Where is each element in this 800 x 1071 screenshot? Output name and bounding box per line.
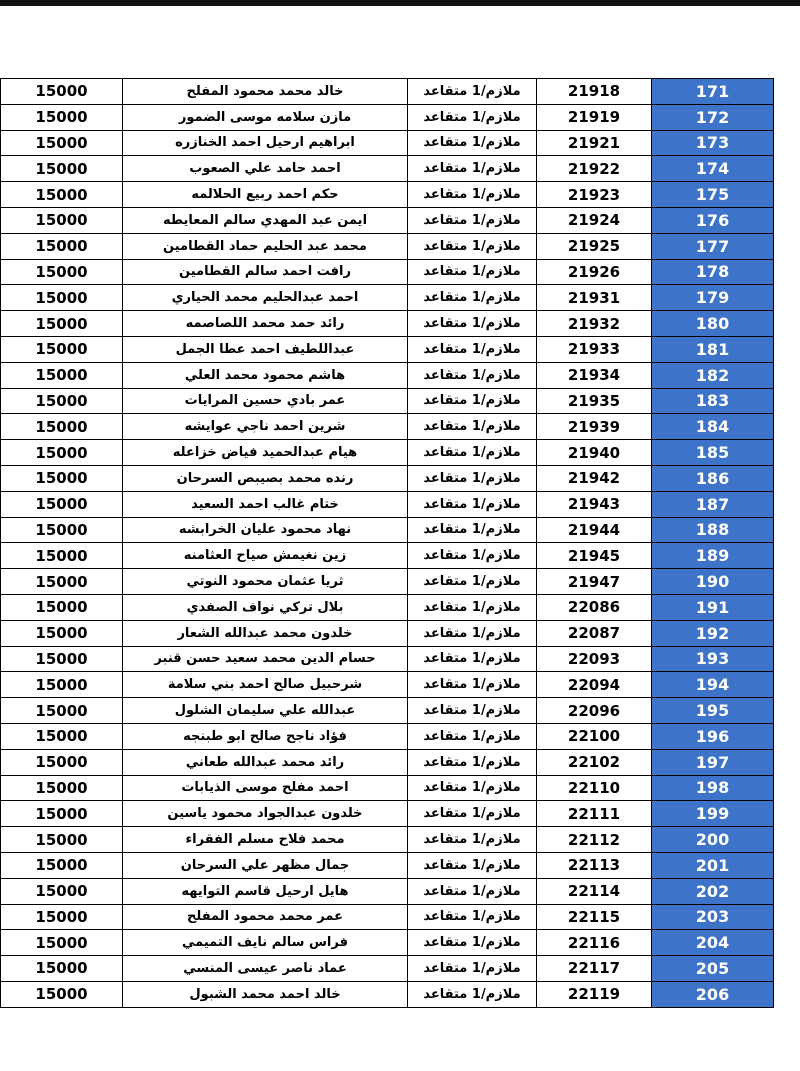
roster-table: [0, 78, 774, 1008]
amount-cell: 15000: [1, 620, 123, 646]
id-number-cell: 22119: [537, 981, 652, 1007]
id-number-cell: 22110: [537, 775, 652, 801]
id-number-cell: 21926: [537, 259, 652, 285]
rank-cell: ملازم/1 متقاعد: [408, 311, 537, 337]
sequence-number-cell: 181: [652, 336, 774, 362]
amount-cell: 15000: [1, 852, 123, 878]
sequence-number-cell: 189: [652, 543, 774, 569]
name-cell: زين نغيمش صياح العثامنه: [123, 543, 408, 569]
sequence-number-cell: 191: [652, 594, 774, 620]
table-row: [1, 698, 774, 724]
table-row: [1, 414, 774, 440]
sequence-number-cell: 201: [652, 852, 774, 878]
amount-cell: 15000: [1, 904, 123, 930]
table-row: [1, 491, 774, 517]
amount-cell: 15000: [1, 749, 123, 775]
rank-cell: ملازم/1 متقاعد: [408, 543, 537, 569]
rank-cell: ملازم/1 متقاعد: [408, 930, 537, 956]
amount-cell: 15000: [1, 981, 123, 1007]
sequence-number-cell: 183: [652, 388, 774, 414]
table-row: [1, 182, 774, 208]
amount-cell: 15000: [1, 388, 123, 414]
amount-cell: 15000: [1, 491, 123, 517]
id-number-cell: 21939: [537, 414, 652, 440]
sequence-number-cell: 178: [652, 259, 774, 285]
amount-cell: 15000: [1, 79, 123, 105]
id-number-cell: 21932: [537, 311, 652, 337]
amount-cell: 15000: [1, 517, 123, 543]
name-cell: احمد حامد علي الصعوب: [123, 156, 408, 182]
amount-cell: 15000: [1, 956, 123, 982]
id-number-cell: 21943: [537, 491, 652, 517]
sequence-number-cell: 194: [652, 672, 774, 698]
sequence-number-cell: 203: [652, 904, 774, 930]
sequence-number-cell: 174: [652, 156, 774, 182]
name-cell: خالد محمد محمود المفلح: [123, 79, 408, 105]
amount-cell: 15000: [1, 207, 123, 233]
rank-cell: ملازم/1 متقاعد: [408, 156, 537, 182]
id-number-cell: 22116: [537, 930, 652, 956]
sequence-number-cell: 182: [652, 362, 774, 388]
amount-cell: 15000: [1, 311, 123, 337]
rank-cell: ملازم/1 متقاعد: [408, 414, 537, 440]
rank-cell: ملازم/1 متقاعد: [408, 362, 537, 388]
id-number-cell: 21945: [537, 543, 652, 569]
name-cell: عبداللطيف احمد عطا الجمل: [123, 336, 408, 362]
amount-cell: 15000: [1, 130, 123, 156]
id-number-cell: 21918: [537, 79, 652, 105]
rank-cell: ملازم/1 متقاعد: [408, 749, 537, 775]
amount-cell: 15000: [1, 543, 123, 569]
table-row: [1, 336, 774, 362]
id-number-cell: 22087: [537, 620, 652, 646]
rank-cell: ملازم/1 متقاعد: [408, 79, 537, 105]
table-row: [1, 311, 774, 337]
rank-cell: ملازم/1 متقاعد: [408, 491, 537, 517]
rank-cell: ملازم/1 متقاعد: [408, 285, 537, 311]
table-row: [1, 749, 774, 775]
rank-cell: ملازم/1 متقاعد: [408, 852, 537, 878]
amount-cell: 15000: [1, 594, 123, 620]
rank-cell: ملازم/1 متقاعد: [408, 723, 537, 749]
id-number-cell: 21947: [537, 569, 652, 595]
rank-cell: ملازم/1 متقاعد: [408, 878, 537, 904]
sequence-number-cell: 172: [652, 104, 774, 130]
name-cell: خالد احمد محمد الشبول: [123, 981, 408, 1007]
name-cell: نهاد محمود عليان الخرابشه: [123, 517, 408, 543]
table-row: [1, 620, 774, 646]
name-cell: فؤاد ناجح صالح ابو طبنجه: [123, 723, 408, 749]
name-cell: خلدون عبدالجواد محمود ياسين: [123, 801, 408, 827]
table-row: [1, 569, 774, 595]
table-row: [1, 543, 774, 569]
name-cell: شرين احمد ناجي عوايشه: [123, 414, 408, 440]
rank-cell: ملازم/1 متقاعد: [408, 207, 537, 233]
rank-cell: ملازم/1 متقاعد: [408, 646, 537, 672]
amount-cell: 15000: [1, 646, 123, 672]
name-cell: رنده محمد بصيبص السرحان: [123, 465, 408, 491]
sequence-number-cell: 196: [652, 723, 774, 749]
id-number-cell: 22096: [537, 698, 652, 724]
sequence-number-cell: 200: [652, 827, 774, 853]
name-cell: ايمن عبد المهدي سالم المعايطه: [123, 207, 408, 233]
rank-cell: ملازم/1 متقاعد: [408, 672, 537, 698]
table-row: [1, 156, 774, 182]
name-cell: خلدون محمد عبدالله الشعار: [123, 620, 408, 646]
sequence-number-cell: 202: [652, 878, 774, 904]
rank-cell: ملازم/1 متقاعد: [408, 569, 537, 595]
amount-cell: 15000: [1, 465, 123, 491]
sequence-number-cell: 180: [652, 311, 774, 337]
sequence-number-cell: 192: [652, 620, 774, 646]
id-number-cell: 21944: [537, 517, 652, 543]
id-number-cell: 21934: [537, 362, 652, 388]
table-row: [1, 517, 774, 543]
amount-cell: 15000: [1, 440, 123, 466]
name-cell: جمال مظهر علي السرحان: [123, 852, 408, 878]
table-row: [1, 672, 774, 698]
table-row: [1, 465, 774, 491]
amount-cell: 15000: [1, 801, 123, 827]
id-number-cell: 21922: [537, 156, 652, 182]
name-cell: رائد محمد عبدالله طعاني: [123, 749, 408, 775]
table-row: [1, 827, 774, 853]
name-cell: احمد مفلح موسى الذيابات: [123, 775, 408, 801]
amount-cell: 15000: [1, 104, 123, 130]
table-row: [1, 285, 774, 311]
name-cell: شرحبيل صالح احمد بني سلامة: [123, 672, 408, 698]
id-number-cell: 21925: [537, 233, 652, 259]
amount-cell: 15000: [1, 569, 123, 595]
name-cell: عمر بادي حسين المرايات: [123, 388, 408, 414]
name-cell: محمد فلاح مسلم الفقراء: [123, 827, 408, 853]
sequence-number-cell: 175: [652, 182, 774, 208]
sequence-number-cell: 195: [652, 698, 774, 724]
name-cell: رائد حمد محمد اللصاصمه: [123, 311, 408, 337]
rank-cell: ملازم/1 متقاعد: [408, 104, 537, 130]
amount-cell: 15000: [1, 878, 123, 904]
id-number-cell: 22115: [537, 904, 652, 930]
id-number-cell: 22093: [537, 646, 652, 672]
sequence-number-cell: 171: [652, 79, 774, 105]
name-cell: حكم احمد ربيع الحلالمه: [123, 182, 408, 208]
sequence-number-cell: 185: [652, 440, 774, 466]
table-row: [1, 259, 774, 285]
amount-cell: 15000: [1, 233, 123, 259]
sequence-number-cell: 187: [652, 491, 774, 517]
table-row: [1, 878, 774, 904]
id-number-cell: 22114: [537, 878, 652, 904]
id-number-cell: 21924: [537, 207, 652, 233]
table-row: [1, 594, 774, 620]
id-number-cell: 22113: [537, 852, 652, 878]
name-cell: عبدالله علي سليمان الشلول: [123, 698, 408, 724]
sequence-number-cell: 177: [652, 233, 774, 259]
id-number-cell: 21923: [537, 182, 652, 208]
table-row: [1, 801, 774, 827]
table-row: [1, 440, 774, 466]
amount-cell: 15000: [1, 775, 123, 801]
table-row: [1, 104, 774, 130]
rank-cell: ملازم/1 متقاعد: [408, 981, 537, 1007]
name-cell: هيام عبدالحميد فياض خزاعله: [123, 440, 408, 466]
amount-cell: 15000: [1, 182, 123, 208]
name-cell: ابراهيم ارحيل احمد الخنازره: [123, 130, 408, 156]
name-cell: فراس سالم نايف التميمي: [123, 930, 408, 956]
id-number-cell: 21919: [537, 104, 652, 130]
sequence-number-cell: 186: [652, 465, 774, 491]
sequence-number-cell: 173: [652, 130, 774, 156]
sequence-number-cell: 179: [652, 285, 774, 311]
rank-cell: ملازم/1 متقاعد: [408, 827, 537, 853]
name-cell: حسام الدين محمد سعيد حسن قنبر: [123, 646, 408, 672]
name-cell: احمد عبدالحليم محمد الحياري: [123, 285, 408, 311]
id-number-cell: 21933: [537, 336, 652, 362]
roster-sheet: [0, 78, 773, 1008]
name-cell: هاشم محمود محمد العلي: [123, 362, 408, 388]
id-number-cell: 21940: [537, 440, 652, 466]
sequence-number-cell: 190: [652, 569, 774, 595]
rank-cell: ملازم/1 متقاعد: [408, 801, 537, 827]
id-number-cell: 22100: [537, 723, 652, 749]
table-row: [1, 723, 774, 749]
table-row: [1, 852, 774, 878]
rank-cell: ملازم/1 متقاعد: [408, 182, 537, 208]
name-cell: بلال تركي نواف الصفدي: [123, 594, 408, 620]
rank-cell: ملازم/1 متقاعد: [408, 904, 537, 930]
sequence-number-cell: 197: [652, 749, 774, 775]
rank-cell: ملازم/1 متقاعد: [408, 698, 537, 724]
name-cell: رافت احمد سالم القطامين: [123, 259, 408, 285]
id-number-cell: 22117: [537, 956, 652, 982]
amount-cell: 15000: [1, 414, 123, 440]
top-border-bar: [0, 0, 800, 6]
sequence-number-cell: 198: [652, 775, 774, 801]
name-cell: محمد عبد الحليم حماد القطامين: [123, 233, 408, 259]
amount-cell: 15000: [1, 156, 123, 182]
sequence-number-cell: 176: [652, 207, 774, 233]
rank-cell: ملازم/1 متقاعد: [408, 956, 537, 982]
roster-table-body: [1, 79, 774, 1008]
table-row: [1, 904, 774, 930]
sequence-number-cell: 206: [652, 981, 774, 1007]
name-cell: هايل ارحيل قاسم التوايهه: [123, 878, 408, 904]
amount-cell: 15000: [1, 336, 123, 362]
sequence-number-cell: 199: [652, 801, 774, 827]
id-number-cell: 22086: [537, 594, 652, 620]
sequence-number-cell: 184: [652, 414, 774, 440]
id-number-cell: 22111: [537, 801, 652, 827]
name-cell: عمر محمد محمود المفلح: [123, 904, 408, 930]
sequence-number-cell: 188: [652, 517, 774, 543]
id-number-cell: 21921: [537, 130, 652, 156]
rank-cell: ملازم/1 متقاعد: [408, 336, 537, 362]
rank-cell: ملازم/1 متقاعد: [408, 775, 537, 801]
rank-cell: ملازم/1 متقاعد: [408, 233, 537, 259]
table-row: [1, 775, 774, 801]
rank-cell: ملازم/1 متقاعد: [408, 620, 537, 646]
table-row: [1, 646, 774, 672]
name-cell: مازن سلامه موسى الضمور: [123, 104, 408, 130]
rank-cell: ملازم/1 متقاعد: [408, 388, 537, 414]
sequence-number-cell: 204: [652, 930, 774, 956]
amount-cell: 15000: [1, 259, 123, 285]
id-number-cell: 22094: [537, 672, 652, 698]
table-row: [1, 233, 774, 259]
id-number-cell: 21935: [537, 388, 652, 414]
amount-cell: 15000: [1, 827, 123, 853]
table-row: [1, 79, 774, 105]
name-cell: ختام غالب احمد السعيد: [123, 491, 408, 517]
rank-cell: ملازم/1 متقاعد: [408, 517, 537, 543]
id-number-cell: 21942: [537, 465, 652, 491]
amount-cell: 15000: [1, 723, 123, 749]
rank-cell: ملازم/1 متقاعد: [408, 130, 537, 156]
amount-cell: 15000: [1, 930, 123, 956]
table-row: [1, 956, 774, 982]
amount-cell: 15000: [1, 672, 123, 698]
id-number-cell: 22112: [537, 827, 652, 853]
rank-cell: ملازم/1 متقاعد: [408, 465, 537, 491]
id-number-cell: 22102: [537, 749, 652, 775]
name-cell: ثريا عثمان محمود النوتي: [123, 569, 408, 595]
table-row: [1, 981, 774, 1007]
rank-cell: ملازم/1 متقاعد: [408, 259, 537, 285]
name-cell: عماد ناصر عيسى المنسي: [123, 956, 408, 982]
amount-cell: 15000: [1, 698, 123, 724]
rank-cell: ملازم/1 متقاعد: [408, 440, 537, 466]
table-row: [1, 362, 774, 388]
sequence-number-cell: 205: [652, 956, 774, 982]
amount-cell: 15000: [1, 285, 123, 311]
amount-cell: 15000: [1, 362, 123, 388]
table-row: [1, 130, 774, 156]
rank-cell: ملازم/1 متقاعد: [408, 594, 537, 620]
table-row: [1, 207, 774, 233]
sequence-number-cell: 193: [652, 646, 774, 672]
id-number-cell: 21931: [537, 285, 652, 311]
table-row: [1, 388, 774, 414]
table-row: [1, 930, 774, 956]
